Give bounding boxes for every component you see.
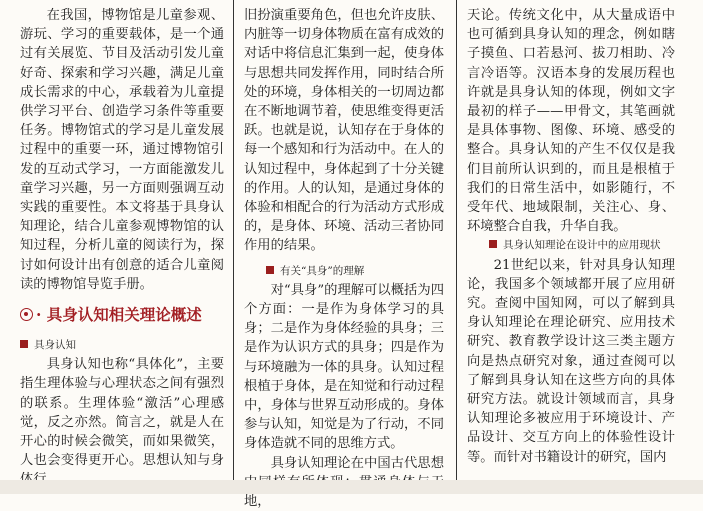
subheading-embodied-cognition: [20, 336, 224, 355]
subheading-text: 有关“具身”的理解: [280, 264, 365, 277]
column-3: [467, 0, 675, 467]
page-bottom-strip: [0, 480, 703, 494]
intro-paragraph: 在我国，博物馆是儿童参观、游玩、学习的重要载体，是一个通过有关展览、节目及活动引发儿童好奇、探索和学习兴趣，满足儿童成长需求的中心，承载着为儿童提供学习平台、创造学习条件等重要任务。博物馆式的学习是儿童发展过程中的重要一环，通过博物馆引发的互动式学习，一方面能激发儿童学习兴趣，另一方面则强调互动实践的重要性。本文将基于具身认知理论，结合儿童参观博物馆的认知过程，分析儿童的阅读行为，探讨如何设计出有创意的适合儿童阅读的博物馆导览手册。: [20, 8, 224, 292]
body-paragraph: 对“具身”的理解可以概括为四个方面：一是作为身体学习的具身；二是作为身体经验的具身；三是作为认识方式的具身；四是作为与环境融为一体的具身。认知过程根植于身体，是在知觉和行动过程中，身体与世界互动形成的。身体参与认知，知觉是为了行动，不同身体造就不同的思维方式。: [244, 282, 444, 452]
column-2: [244, 0, 444, 511]
column-1: [20, 0, 224, 490]
section-heading: · 具身认知相关理论概述: [20, 304, 224, 326]
square-bullet-icon: [20, 340, 28, 348]
section-title: 具身认知相关理论概述: [46, 305, 202, 325]
column-divider: [233, 0, 234, 494]
body-paragraph: 具身认知理论在中国古代思想 地，: [244, 455, 444, 510]
subheading-text: 具身认知理论在设计中的应用现状: [503, 239, 661, 252]
subheading-text: 具身认知: [34, 339, 76, 352]
column-divider: [456, 0, 457, 494]
body-paragraph: 旧扮演重要角色，但也允许皮肤、内脏等一切身体物质在富有成效的对话中将信息汇集到一起，使身体与思想共同发挥作用，同时结合所处的环境，身体相关的一切周边都在不断地调节着，使思维变得更活跃。也就是说，认知存在于身体的每一个感知和行为活动中。在人的认知过程中，身体起到了十分关键的作用。人的认知，是通过身体的体验和相配合的行为活动方式形成的，是身体、环境、活动三者协同作用的结果。: [244, 8, 444, 254]
body-paragraph: 具身认知也称“具体化”，主要指生理体验与心理状态之间有强烈的联系。生理体验“激活”心理感觉，反之亦然。简言之，就是人在开心的时候会微笑，而如果微笑，人也会变得更开心。思想认知与身: [20, 357, 224, 469]
body-paragraph: 21世纪以来，针对具身认知理论，我国多个领域都开展了应用研究。查阅中国知网，可以了解到具身认知理论在理论研究、应用技术研究、教育教学设计这三类主题方向是热点研究对象，通过查阅可以了解到具身认知在这些方向的具体研究方法。就设计领域而言，具身认知理论多被应用于环境设计、产品设计、交互方向上的体验性设计等。而针对书籍设计的研究，国内: [467, 257, 675, 465]
body-paragraph: 天论。传统文化中，从大量成语中也可循到具身认知的理念，例如瞎子摸鱼、口若悬河、拔刀相助、冷言冷语等。汉语本身的发展历程也许就是具身认知的体现，例如文字最初的样子——甲骨文，其笔画就是具体事物、图像、环境、感受的整合。具身认知的产生不仅仅是我们目前所认识到的，而且是根植于我们的日常生活中，如影随行，不受年代、地域限制，关注心、身、环境整合自我，升华自我。: [467, 8, 675, 235]
square-bullet-icon: [266, 266, 274, 274]
subheading-application: [489, 236, 675, 255]
section-bullet-icon: [20, 308, 33, 321]
square-bullet-icon: [489, 240, 497, 248]
subheading-understanding: [244, 262, 444, 281]
